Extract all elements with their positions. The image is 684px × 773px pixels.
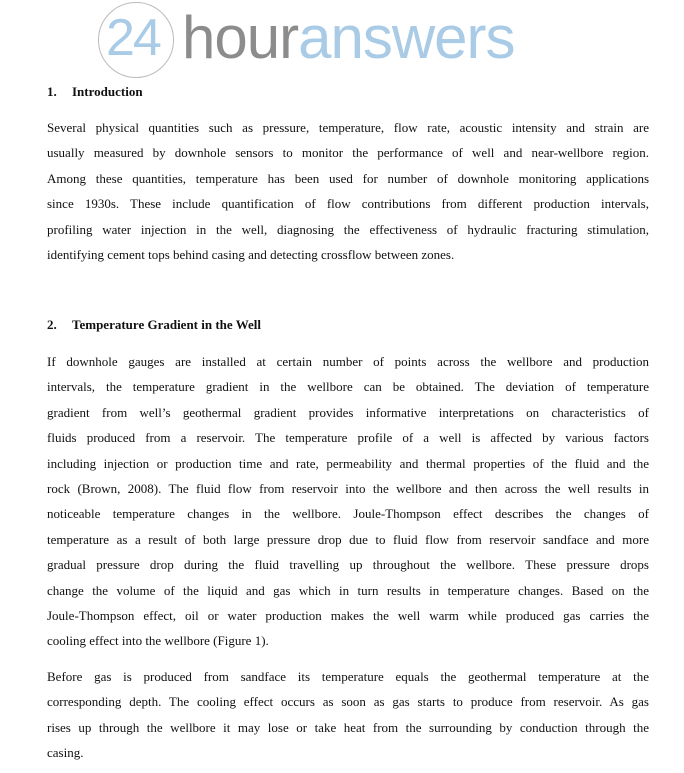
section-title: Introduction [72, 84, 143, 99]
text-line: rock (Brown, 2008). The fluid flow from reservoir into the wellbore and then across the well results in [47, 480, 649, 496]
text-line: noticeable temperature changes in the wellbore. Joule-Thompson effect describes the changes of [47, 506, 649, 522]
text-line: including injection or production time and rate, permeability and thermal properties of the fluid and the [47, 455, 649, 471]
text-line: rises up through the wellbore it may lose or take heat from the surrounding by conduction through the [47, 719, 649, 735]
paragraph [47, 664, 649, 766]
logo-word-answers: answers [298, 4, 515, 71]
section-title: Temperature Gradient in the Well [72, 317, 261, 332]
paragraph [47, 349, 649, 654]
logo-wordmark [182, 6, 515, 70]
text-line: temperature as a result of both large pressure drop due to fluid flow from reservoir sandface and more [47, 531, 649, 547]
logo-number: 24 [106, 9, 160, 67]
text-line: change the volume of the liquid and gas which in turn results in temperature changes. Based on the [47, 582, 649, 598]
text-line: gradual pressure drop during the fluid travelling up throughout the wellbore. These pressure drops [47, 557, 649, 573]
text-line: Before gas is produced from sandface its temperature equals the geothermal temperature at the [47, 669, 649, 684]
logo-word-hour: hour [182, 4, 299, 71]
text-line: gradient from well’s geothermal gradient provides informative interpretations on characteristics of [47, 404, 649, 420]
company-logo [98, 2, 568, 71]
text-line: casing. [47, 745, 84, 761]
text-line: intervals, the temperature gradient in the wellbore can be obtained. The deviation of temperature [47, 379, 649, 395]
text-line: identifying cement tops behind casing and detecting crossflow between zones. [47, 246, 455, 262]
text-line: fluids produced from a reservoir. The temperature profile of a well is affected by various factors [47, 430, 649, 446]
text-line: usually measured by downhole sensors to monitor the performance of well and near-wellbore region. [47, 145, 649, 161]
paragraph [47, 115, 649, 267]
section-number: 1. [47, 84, 57, 99]
text-line: If downhole gauges are installed at certain number of points across the wellbore and production [47, 354, 649, 369]
text-line: Joule-Thompson effect, oil or water production makes the well warm while produced gas carries the [47, 607, 649, 623]
text-line: Among these quantities, temperature has been used for number of downhole monitoring applications [47, 170, 649, 186]
section-number: 2. [47, 317, 57, 332]
section-heading-introduction [47, 84, 143, 100]
text-line: cooling effect into the wellbore (Figure 1). [47, 633, 269, 649]
text-line: Several physical quantities such as pressure, temperature, flow rate, acoustic intensity and strain are [47, 120, 649, 135]
text-line: profiling water injection in the well, diagnosing the effectiveness of hydraulic fracturing stimulation, [47, 221, 649, 237]
text-line: since 1930s. These include quantification of flow contributions from different production intervals, [47, 196, 649, 212]
section-heading-temperature-gradient [47, 317, 261, 333]
text-line: corresponding depth. The cooling effect occurs as soon as gas starts to produce from reservoir. As gas [47, 694, 649, 710]
